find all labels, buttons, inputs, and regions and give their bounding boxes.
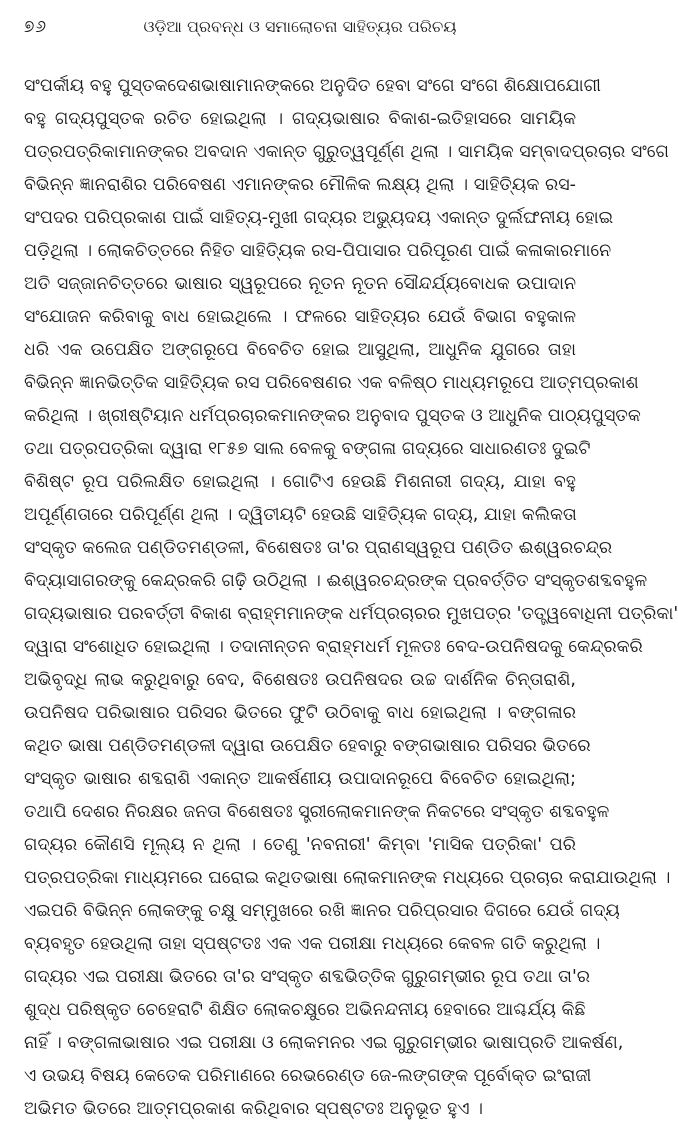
text-line: ବହୁ ଗଦ୍ୟପୁସ୍ତକ ରଚିତ ହୋଇଥିଲା । ଗଦ୍ୟଭାଷାର ବିକାଶ-ଇତିହାସରେ ସାମୟିକ [24, 109, 576, 129]
text-line: ପତ୍ରପତ୍ରିକାମାନଙ୍କର ଅବଦାନ ଏକାନ୍ତ ଗୁରୁତ୍ୱପୂର୍ଣ୍ଣ ଥିଲା । ସାମୟିକ ସମ୍ବାଦପ୍ରଚାର ସଂଗେ [24, 142, 669, 162]
text-line: ବିଭିନ୍ନ ଜ୍ଞାନଭିତ୍ତିକ ସାହିତ୍ୟିକ ରସ ପରିବେଷଣର ଏକ ବଳିଷ୍ଠ ମାଧ୍ୟମରୂପେ ଆତ୍ମପ୍ରକାଶ [24, 373, 639, 393]
text-line: ବ୍ୟବହୃତ ହେଉଥିଲା ତାହା ସ୍ପଷ୍ଟତଃ ଏକ ଏକ ପରୀକ୍ଷା ମଧ୍ୟରେ କେବଳ ଗତି କରୁଥିଲା । [24, 934, 601, 954]
text-line: ସଂପଦର ପରିପ୍ରକାଶ ପାଇଁ ସାହିତ୍ୟ-ମୁଖୀ ଗଦ୍ୟର ଅଭ୍ୟୁଦୟ ଏକାନ୍ତ ଦୁର୍ଲଙ୍ଘନୀୟ ହୋଇ [24, 208, 614, 228]
text-line: ଅତି ସଜ୍ଜାନଚିତ୍ତରେ ଭାଷାର ସ୍ୱରୂପରେ ନୂତନ ନୂତନ ସୌନ୍ଦର୍ଯ୍ୟବୋଧକ ଉପାଦାନ [24, 274, 576, 294]
text-line: ଗଦ୍ୟର କୌଣସି ମୂଲ୍ୟ ନ ଥିଲା । ତେଣୁ 'ନବନାରୀ' କିମ୍ବା 'ମାସିକ ପତ୍ରିକା' ପରି [24, 835, 576, 855]
text-line: ବିଶିଷ୍ଟ ରୂପ ପରିଲକ୍ଷିତ ହୋଇଥିଲା । ଗୋଟିଏ ହେଉଛି ମିଶନାରୀ ଗଦ୍ୟ, ଯାହା ବହୁ [24, 472, 576, 492]
text-line: ସଂସ୍କୃତ କଲେଜ ପଣ୍ଡିତମଣ୍ଡଳୀ, ବିଶେଷତଃ ତା'ର ପ୍ରାଣସ୍ୱରୂପ ପଣ୍ଡିତ ଈଶ୍ୱରଚନ୍ଦ୍ର [24, 538, 613, 558]
text-line: ପତ୍ରପତ୍ରିକା ମାଧ୍ୟମରେ ଘରୋଇ କଥିତଭାଷା ଲୋକମାନଙ୍କ ମଧ୍ୟରେ ପ୍ରଚାର କରାଯାଉଥିଲା । [24, 868, 671, 888]
text-line: ଗଦ୍ୟଭାଷାର ପରବର୍ତ୍ତୀ ବିକାଶ ବ୍ରାହ୍ମମାନଙ୍କ ଧର୍ମପ୍ରଚାରର ମୁଖପତ୍ର 'ତତ୍ତ୍ୱବୋଧିନୀ ପତ୍ରିକା' [24, 604, 678, 624]
text-line: ସଂସ୍କୃତ ଭାଷାର ଶବ୍ଦରାଶି ଏକାନ୍ତ ଆକର୍ଷଣୀୟ ଉପାଦାନରୂପେ ବିବେଚିତ ହୋଇଥିଲା; [24, 769, 576, 789]
text-line: ଅପୂର୍ଣ୍ଣତାରେ ପରିପୂର୍ଣ୍ଣ ଥିଲା । ଦ୍ୱିତୀୟଟି ହେଉଛି ସାହିତ୍ୟିକ ଗଦ୍ୟ, ଯାହା କଲିକତା [24, 505, 577, 525]
running-title: ଓଡ଼ିଆ ପ୍ରବନ୍ଧ ଓ ସମାଲୋଚନା ସାହିତ୍ୟର ପରିଚୟ [143, 17, 457, 36]
text-line: ଉପନିଷଦ ପରିଭାଷାର ପରିସର ଭିତରେ ଫୁଟି ଉଠିବାକୁ ବାଧ ହୋଇଥିଲା । ବଙ୍ଗଳାର [24, 703, 576, 723]
text-line: ବିଭିନ୍ନ ଜ୍ଞାନରାଶିର ପରିବେଷଣ ଏମାନଙ୍କର ମୌଳିକ ଲକ୍ଷ୍ୟ ଥିଲା । ସାହିତ୍ୟିକ ରସ- [24, 175, 576, 195]
text-line: ଶୁଦ୍ଧ ପରିଷ୍କୃତ ଚେହେରାଟି ଶିକ୍ଷିତ ଲୋକଚକ୍ଷୁରେ ଅଭିନନ୍ଦନୀୟ ହେବାରେ ଆଶ୍ଚର୍ଯ୍ୟ କିଛି [24, 1000, 586, 1020]
running-head [24, 14, 576, 40]
page-number: ୭୬ [24, 17, 48, 37]
body-text [24, 70, 678, 1126]
text-line: ସଂପର୍କୀୟ ବହୁ ପୁସ୍ତକଦେଶଭାଷାମାନଙ୍କରେ ଅନୁଦିତ ହେବା ସଂଗେ ସଂଗେ ଶିକ୍ଷୋପଯୋଗୀ [24, 76, 601, 96]
text-line: ତଥା ପତ୍ରପତ୍ରିକା ଦ୍ୱାରା ୧୮୫୭ ସାଲ ବେଳକୁ ବଙ୍ଗଳା ଗଦ୍ୟରେ ସାଧାରଣତଃ ଦୁଇଟି [24, 439, 591, 459]
text-line: ଅଭିବୃଦ୍ଧି ଲାଭ କରୁଥିବାରୁ ବେଦ, ବିଶେଷତଃ ଉପନିଷଦର ଉଚ୍ଚ ଦାର୍ଶନିକ ଚିନ୍ତାରାଶି, [24, 670, 576, 690]
text-line: ନାହିଁ । ବଙ୍ଗଳାଭାଷାର ଏଇ ପରୀକ୍ଷା ଓ ଲୋକମନର ଏଇ ଗୁରୁଗମ୍ଭୀର ଭାଷାପ୍ରତି ଆକର୍ଷଣ, [24, 1033, 624, 1053]
text-line: ଅଭିମତ ଭିତରେ ଆତ୍ମପ୍ରକାଶ କରିଥିବାର ସ୍ପଷ୍ଟତଃ ଅନୁଭୂତ ହୁଏ । [24, 1099, 483, 1119]
text-line: କରିଥିଲା । ଖ୍ରୀଷ୍ଟିୟାନ ଧର୍ମପ୍ରଚାରକମାନଙ୍କର ଅନୁବାଦ ପୁସ୍ତକ ଓ ଆଧୁନିକ ପାଠ୍ୟପୁସ୍ତକ [24, 406, 641, 426]
text-line: ଏଇପରି ବିଭିନ୍ନ ଲୋକଙ୍କୁ ଚକ୍ଷୁ ସମ୍ମୁଖରେ ରଖି ଜ୍ଞାନର ପରିପ୍ରସାର ଦିଗରେ ଯେଉଁ ଗଦ୍ୟ [24, 901, 620, 921]
text-line: ସଂଯୋଜନ କରିବାକୁ ବାଧ ହୋଇଥିଲେ । ଫଳରେ ସାହିତ୍ୟର ଯେଉଁ ବିଭାଗ ବହୁକାଳ [24, 307, 576, 327]
text-line: ଗଦ୍ୟର ଏଇ ପରୀକ୍ଷା ଭିତରେ ତା'ର ସଂସ୍କୃତ ଶବ୍ଦଭିତ୍ତିକ ଗୁରୁଗମ୍ଭୀର ରୂପ ତଥା ତା'ର [24, 967, 591, 987]
text-line: ବିଦ୍ୟାସାଗରଙ୍କୁ କେନ୍ଦ୍ରକରି ଗଢ଼ି ଉଠିଥିଲା । ଈଶ୍ୱରଚନ୍ଦ୍ରଙ୍କ ପ୍ରବର୍ତ୍ତିତ ସଂସ୍କୃତଶବ୍ଦବହୁଳ [24, 571, 648, 591]
text-line: ତଥାପି ଦେଶର ନିରକ୍ଷର ଜନତା ବିଶେଷତଃ ସ୍ତ୍ରୀଲୋକମାନଙ୍କ ନିକଟରେ ସଂସ୍କୃତ ଶବ୍ଦବହୁଳ [24, 802, 610, 822]
text-line: କଥିତ ଭାଷା ପଣ୍ଡିତମଣ୍ଡଳୀ ଦ୍ୱାରା ଉପେକ୍ଷିତ ହେବାରୁ ବଙ୍ଗଭାଷାର ପରିସର ଭିତରେ [24, 736, 591, 756]
text-line: ଦ୍ୱାରା ସଂଶୋଧିତ ହୋଇଥିଲା । ତଦାନୀନ୍ତନ ବ୍ରାହ୍ମଧର୍ମ ମୂଳତଃ ବେଦ-ଉପନିଷଦକୁ କେନ୍ଦ୍ରକରି [24, 637, 643, 657]
text-line: ପଡ଼ିଥିଲା । ଲୋକଚିତ୍ତରେ ନିହିତ ସାହିତ୍ୟିକ ରସ-ପିପାସାର ପରିପୂରଣ ପାଇଁ କଳାକାରମାନେ [24, 241, 612, 261]
text-line: ଏ ଉଭୟ ବିଷୟ କେତେକ ପରିମାଣରେ ରେଭରେଣ୍ଡ ଜେ-ଲଙ୍ଗଙ୍କ ପୂର୍ବୋକ୍ତ ଇଂରାଜୀ [24, 1066, 592, 1086]
text-line: ଧରି ଏକ ଉପେକ୍ଷିତ ଅଙ୍ଗରୂପେ ବିବେଚିତ ହୋଇ ଆସୁଥିଲା, ଆଧୁନିକ ଯୁଗରେ ତାହା [24, 340, 576, 360]
